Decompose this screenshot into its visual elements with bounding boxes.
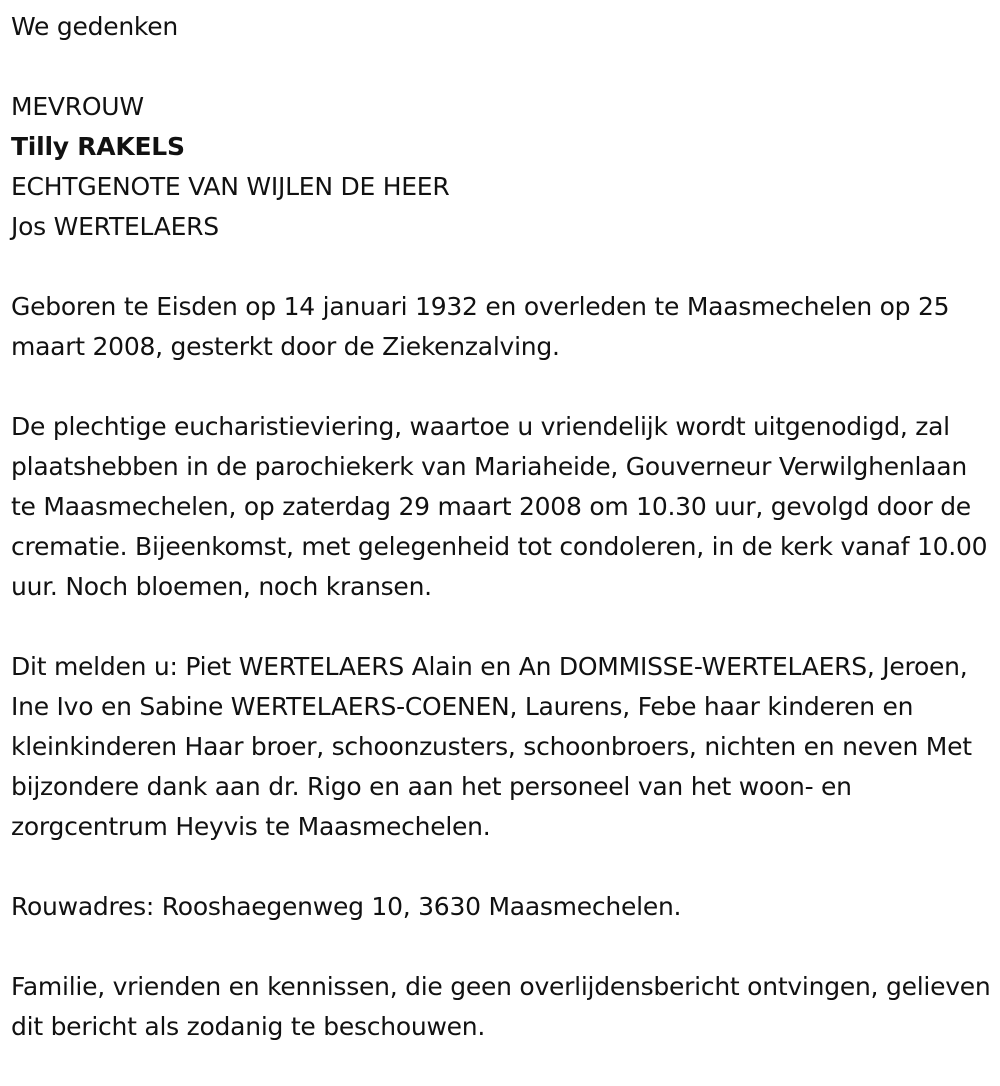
intro-text: We gedenken <box>11 12 178 41</box>
spacer <box>11 847 996 887</box>
spacer <box>11 247 996 287</box>
spouse-name: Jos WERTELAERS <box>11 212 219 241</box>
relation-text: ECHTGENOTE VAN WIJLEN DE HEER <box>11 172 450 201</box>
family-paragraph: Dit melden u: Piet WERTELAERS Alain en An DOMMISSE-WERTELAERS, Jeroen, Ine Ivo en Sabine WERTELAERS-COENEN, Laurens, Febe haar kinderen en kleinkinderen Haar broer, schoonzusters, schoonbroers, nichten en neven Met bijzondere dank aan dr. Rigo en aan het personeel van het woon- en zorgcentrum Heyvis te Maasmechelen. <box>11 652 972 841</box>
spacer <box>11 47 996 87</box>
spacer <box>11 367 996 407</box>
ceremony-paragraph: De plechtige eucharistieviering, waartoe u vriendelijk wordt uitgenodigd, zal plaatshebben in de parochiekerk van Mariaheide, Gouverneur Verwilghenlaan te Maasmechelen, op zaterdag 29 maart 2008 om 10.30 uur, gevolgd door de crematie. Bijeenkomst, met gelegenheid tot condoleren, in de kerk vanaf 10.00 uur. Noch bloemen, noch kransen. <box>11 412 988 601</box>
deceased-name: Tilly RAKELS <box>11 132 185 161</box>
spacer <box>11 927 996 967</box>
address-paragraph: Rouwadres: Rooshaegenweg 10, 3630 Maasmechelen. <box>11 892 682 921</box>
title-text: MEVROUW <box>11 92 144 121</box>
obituary-notice <box>11 7 996 1047</box>
spacer <box>11 607 996 647</box>
closing-paragraph: Familie, vrienden en kennissen, die geen overlijdensbericht ontvingen, gelieven dit bericht als zodanig te beschouwen. <box>11 972 991 1041</box>
birth-death-paragraph: Geboren te Eisden op 14 januari 1932 en overleden te Maasmechelen op 25 maart 2008, gesterkt door de Ziekenzalving. <box>11 292 950 361</box>
